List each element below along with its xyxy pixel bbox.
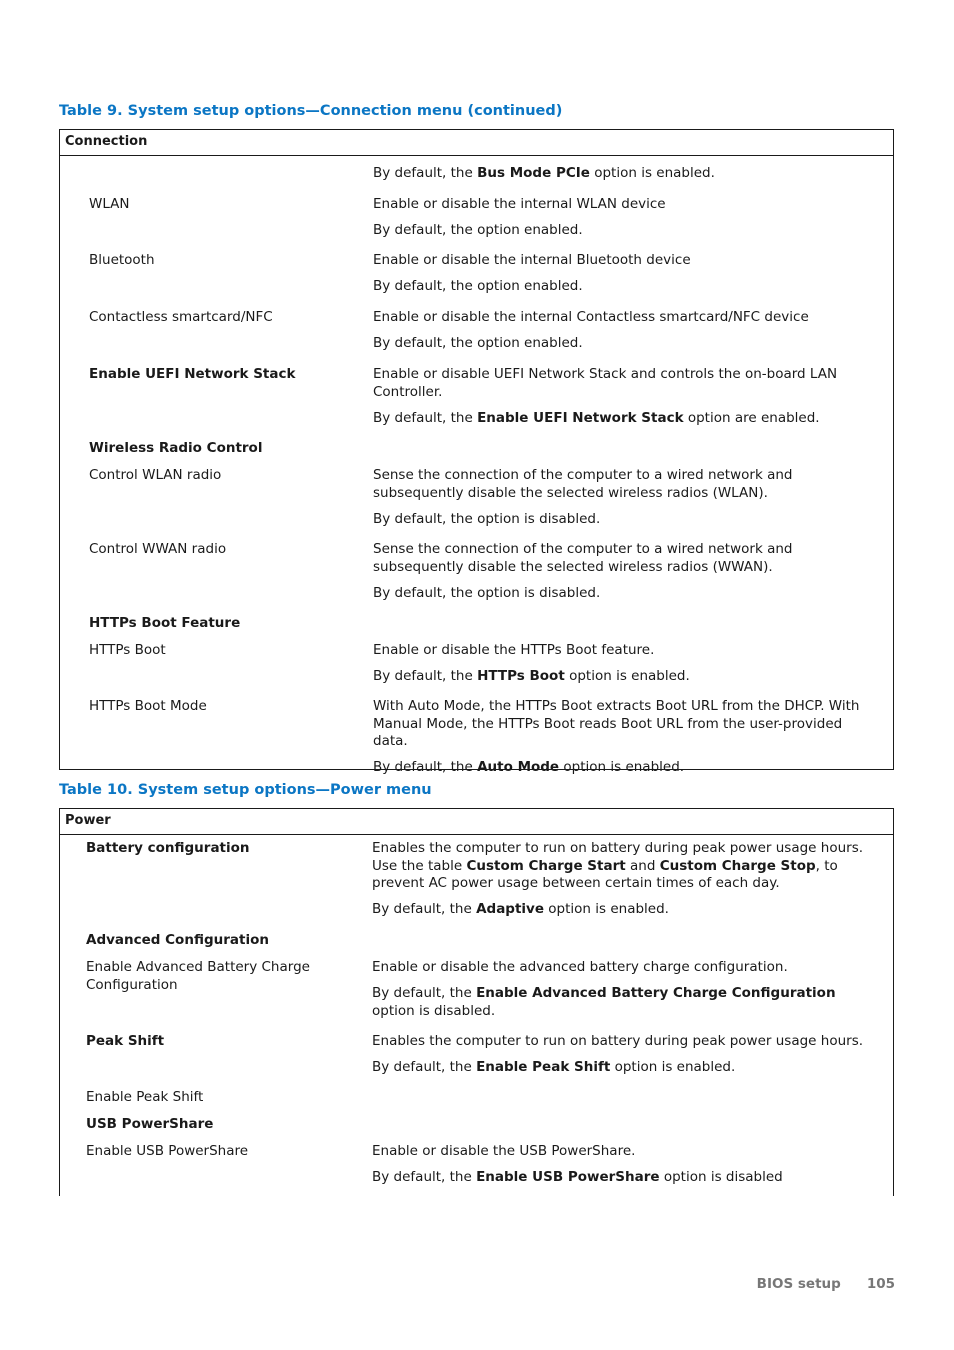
- battery-configuration-label: Battery configuration: [86, 840, 250, 856]
- advanced-configuration-label: Advanced Configuration: [86, 932, 269, 948]
- nfc-label: Contactless smartcard/NFC: [89, 309, 273, 325]
- enable-usb-powershare-label: Enable USB PowerShare: [86, 1143, 249, 1159]
- bluetooth-label: Bluetooth: [89, 252, 155, 268]
- table-10: Power Battery configuration Enables the computer to run on battery during peak power usage hours. Use the table Custom Charge Start and Custom Charge Stop, to prevent AC power usage between certain times of each day. By default, the Adaptive option is enabled. Advanced Configuration Enable Advanced Battery Charge Configuration Enable or disable the advanced battery charge configuration. By default, the Enable Advanced Battery Charge Configuration option is disabled. Peak Shift Enables the computer to run on battery during peak power usage hours. By default, the Enable Peak Shift option is enabled. Enable Peak Shift USB PowerShare Enable USB PowerShare Enable or disable the USB PowerShare. By default, the Enable USB PowerShare option is disabled: [59, 808, 894, 1196]
- table-9: Connection By default, the Bus Mode PCIe option is enabled. WLAN Enable or disable the internal WLAN device By default, the option enabled. Bluetooth Enable or disable the internal Bluetooth device By default, the option enabled. Contactless smartcard/NFC Enable or disable the internal Contactless smartcard/NFC device By default, the option enabled. Enable UEFI Network Stack Enable or disable UEFI Network Stack and controls the on-board LAN Controller. By default, the Enable UEFI Network Stack option are enabled. Wireless Radio Control Control WLAN radio Sense the connection of the computer to a wired network and subsequently disable the selected wireless radios (WLAN). By default, the option is disabled. Control WWAN radio Sense the connection of the computer to a wired network and subsequently disable the selected wireless radios (WWAN). By default, the option is disabled. HTTPs Boot Feature HTTPs Boot Enable or disable the HTTPs Boot feature. By default, the HTTPs Boot option is enabled. HTTPs Boot Mode With Auto Mode, the HTTPs Boot extracts Boot URL from the DHCP. With Manual Mode, the HTTPs Boot reads Boot URL from the user-provided data. By default, the Auto Mode option is enabled.: [59, 129, 894, 770]
- control-wlan-radio-label: Control WLAN radio: [89, 467, 222, 483]
- uefi-network-stack-label: Enable UEFI Network Stack: [89, 366, 296, 382]
- page-number: 105: [866, 1276, 895, 1292]
- peak-shift-label: Peak Shift: [86, 1033, 165, 1049]
- table-10-header: Power: [60, 809, 893, 835]
- table-9-caption: Table 9. System setup options—Connection menu (continued): [59, 103, 563, 119]
- enable-peak-shift-label: Enable Peak Shift: [86, 1089, 204, 1105]
- table-9-header: Connection: [60, 130, 893, 156]
- bus-mode-pcie-term: Bus Mode PCIe: [477, 165, 590, 181]
- control-wwan-radio-label: Control WWAN radio: [89, 541, 227, 557]
- footer-section: BIOS setup: [756, 1276, 841, 1292]
- https-boot-label: HTTPs Boot: [89, 642, 166, 658]
- https-boot-feature-label: HTTPs Boot Feature: [89, 615, 241, 631]
- page-footer: [757, 1276, 895, 1292]
- wireless-radio-control-label: Wireless Radio Control: [89, 440, 263, 456]
- wlan-label: WLAN: [89, 196, 130, 212]
- https-boot-mode-label: HTTPs Boot Mode: [89, 698, 207, 714]
- table-10-caption: Table 10. System setup options—Power menu: [59, 782, 432, 798]
- advanced-battery-charge-label: Enable Advanced Battery Charge Configuration: [86, 959, 310, 993]
- usb-powershare-label: USB PowerShare: [86, 1116, 214, 1132]
